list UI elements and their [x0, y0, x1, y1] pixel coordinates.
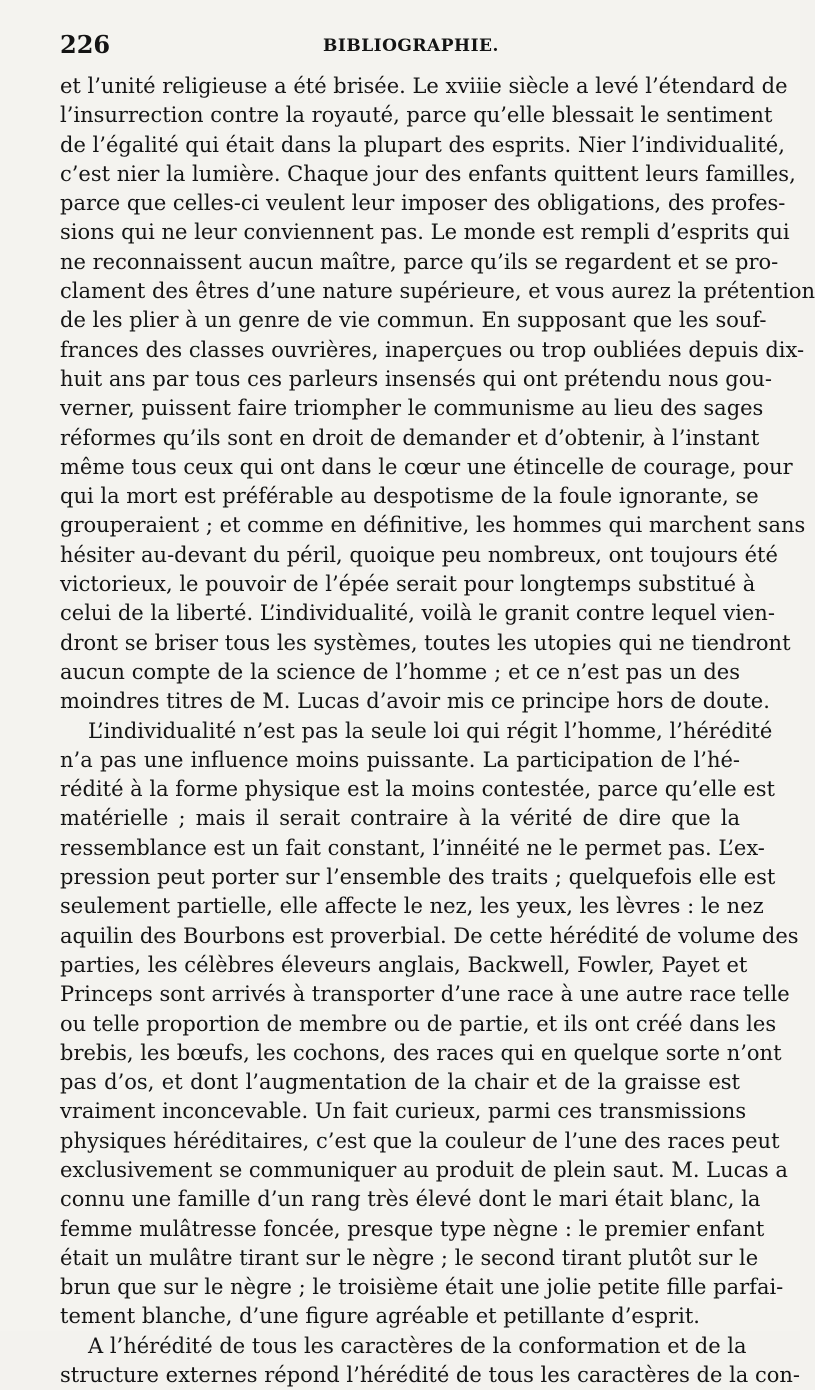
text-line: physiques héréditaires, c’est que la couleur de l’une des races peut: [60, 1128, 780, 1153]
text-line: de les plier à un genre de vie commun. En supposant que les souf-: [60, 308, 767, 333]
text-line: réformes qu’ils sont en droit de demander et d’obtenir, à l’instant: [60, 425, 760, 450]
text-line: n’a pas une influence moins puissante. La participation de l’hé-: [60, 747, 740, 772]
text-line: était un mulâtre tirant sur le nègre ; le second tirant plutôt sur le: [60, 1245, 759, 1270]
text-line: A l’hérédité de tous les caractères de la conformation et de la: [88, 1333, 747, 1358]
text-line: aucun compte de la science de l’homme ; et ce n’est pas un des: [60, 659, 740, 684]
text-line: exclusivement se communiquer au produit de plein saut. M. Lucas a: [60, 1157, 788, 1182]
text-line: femme mulâtresse foncée, presque type nègne : le premier enfant: [60, 1216, 765, 1241]
page-header: [60, 30, 740, 60]
text-line: victorieux, le pouvoir de l’épée serait pour longtemps substitué à: [60, 572, 756, 597]
text-line: parce que celles-ci veulent leur imposer des obligations, des profes-: [60, 191, 786, 216]
text-line: frances des classes ouvrières, inaperçues ou trop oubliées depuis dix-: [60, 337, 805, 362]
text-line: matérielle ; mais il serait contraire à la vérité de dire que la: [60, 806, 740, 831]
paragraph: [60, 1332, 801, 1390]
text-line: même tous ceux qui ont dans le cœur une étincelle de courage, pour: [60, 454, 793, 479]
text-line: huit ans par tous ces parleurs insensés qui ont prétendu nous gou-: [60, 366, 772, 391]
body-text: [60, 72, 815, 1390]
text-line: c’est nier la lumière. Chaque jour des enfants quittent leurs familles,: [60, 161, 796, 186]
text-line: L’individualité n’est pas la seule loi qui régit l’homme, l’hérédité: [88, 718, 773, 743]
paragraph: [60, 72, 815, 717]
text-line: seulement partielle, elle affecte le nez, les yeux, les lèvres : le nez: [60, 894, 764, 919]
text-line: brun que sur le nègre ; le troisième était une jolie petite fille parfai-: [60, 1275, 784, 1300]
text-line: ou telle proportion de membre ou de partie, et ils ont créé dans les: [60, 1011, 777, 1036]
text-line: ne reconnaissent aucun maître, parce qu’ils se regardent et se pro-: [60, 249, 779, 274]
text-line: vraiment inconcevable. Un fait curieux, parmi ces transmissions: [60, 1099, 747, 1124]
text-line: moindres titres de M. Lucas d’avoir mis ce principe hors de doute.: [60, 689, 770, 714]
page-number: 226: [60, 30, 111, 59]
text-line: dront se briser tous les systèmes, toutes les utopies qui ne tiendront: [60, 630, 791, 655]
text-line: et l’unité religieuse a été brisée. Le xviiie siècle a levé l’étendard de: [60, 74, 788, 98]
text-line: verner, puissent faire triompher le communisme au lieu des sages: [60, 396, 764, 421]
text-line: qui la mort est préférable au despotisme de la foule ignorante, se: [60, 484, 759, 509]
text-line: connu une famille d’un rang très élevé dont le mari était blanc, la: [60, 1187, 761, 1212]
text-line: l’insurrection contre la royauté, parce qu’elle blessait le sentiment: [60, 103, 773, 128]
running-head: BIBLIOGRAPHIE.: [323, 36, 499, 56]
text-line: sions qui ne leur conviennent pas. Le monde est rempli d’esprits qui: [60, 220, 790, 245]
text-line: ressemblance est un fait constant, l’innéité ne le permet pas. L’ex-: [60, 835, 765, 860]
text-line: pas d’os, et dont l’augmentation de la chair et de la graisse est: [60, 1070, 740, 1095]
text-line: brebis, les bœufs, les cochons, des races qui en quelque sorte n’ont: [60, 1040, 782, 1065]
text-line: structure externes répond l’hérédité de tous les caractères de la con-: [60, 1363, 801, 1388]
text-line: parties, les célèbres éleveurs anglais, Backwell, Fowler, Payet et: [60, 952, 748, 977]
text-line: celui de la liberté. L’individualité, voilà le granit contre lequel vien-: [60, 601, 775, 626]
text-line: clament des êtres d’une nature supérieure, et vous aurez la prétention: [60, 279, 815, 304]
paragraph: [60, 717, 799, 1332]
text-line: aquilin des Bourbons est proverbial. De cette hérédité de volume des: [60, 923, 799, 948]
text-line: hésiter au-devant du péril, quoique peu nombreux, ont toujours été: [60, 542, 778, 567]
text-line: tement blanche, d’une figure agréable et petillante d’esprit.: [60, 1304, 700, 1329]
text-line: grouperaient ; et comme en définitive, les hommes qui marchent sans: [60, 513, 806, 538]
text-line: pression peut porter sur l’ensemble des traits ; quelquefois elle est: [60, 865, 776, 890]
text-line: Princeps sont arrivés à transporter d’une race à une autre race telle: [60, 982, 790, 1007]
text-line: rédité à la forme physique est la moins contestée, parce qu’elle est: [60, 777, 775, 802]
text-line: de l’égalité qui était dans la plupart des esprits. Nier l’individualité,: [60, 132, 785, 157]
